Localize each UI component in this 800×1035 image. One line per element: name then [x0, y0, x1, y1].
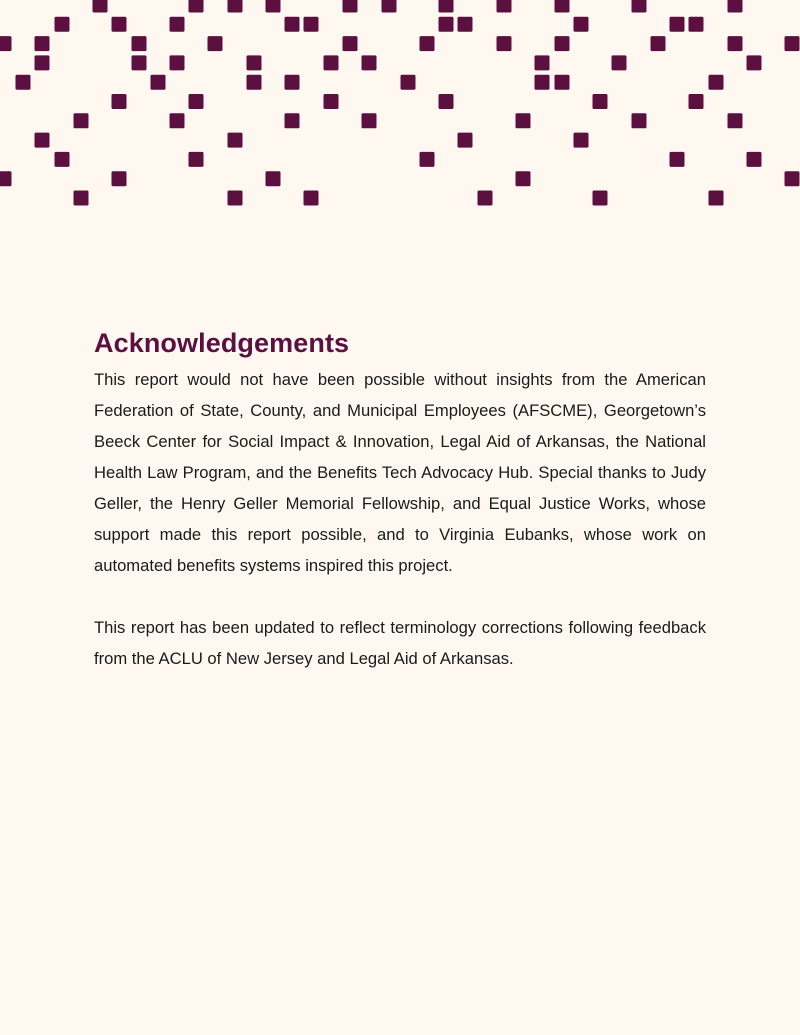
acknowledgements-section: [94, 326, 706, 674]
pattern-square: [458, 133, 473, 148]
page-title: Acknowledgements: [94, 328, 350, 358]
pattern-square: [632, 113, 647, 128]
pattern-square: [285, 17, 300, 32]
pattern-square: [189, 94, 204, 109]
pattern-square: [516, 113, 531, 128]
pattern-square: [362, 113, 377, 128]
pattern-square: [247, 55, 262, 70]
pattern-square: [170, 17, 185, 32]
pattern-square: [0, 36, 12, 51]
pattern-square: [574, 133, 589, 148]
pattern-square: [343, 36, 358, 51]
decorative-square-pattern: [0, 0, 800, 210]
pattern-square: [555, 36, 570, 51]
pattern-square: [228, 0, 243, 13]
pattern-square: [574, 17, 589, 32]
pattern-square: [208, 36, 223, 51]
pattern-square: [785, 36, 800, 51]
pattern-square: [497, 0, 512, 13]
pattern-square: [74, 113, 89, 128]
pattern-square: [112, 17, 127, 32]
pattern-square: [689, 94, 704, 109]
pattern-square: [35, 55, 50, 70]
pattern-square: [535, 75, 550, 90]
pattern-square: [651, 36, 666, 51]
pattern-square: [535, 55, 550, 70]
pattern-square: [112, 94, 127, 109]
pattern-square: [439, 0, 454, 13]
pattern-square: [478, 191, 493, 206]
pattern-square: [420, 152, 435, 167]
pattern-square: [228, 191, 243, 206]
pattern-square: [189, 152, 204, 167]
pattern-square: [439, 94, 454, 109]
pattern-square: [304, 17, 319, 32]
pattern-square: [362, 55, 377, 70]
acknowledgements-paragraph-2: This report has been updated to reflect terminology corrections following feedback from the ACLU of New Jersey and Legal Aid of Arkansas.: [94, 618, 706, 668]
pattern-square: [55, 152, 70, 167]
pattern-square: [74, 191, 89, 206]
pattern-square: [709, 191, 724, 206]
pattern-square: [689, 17, 704, 32]
pattern-square: [401, 75, 416, 90]
pattern-square: [497, 36, 512, 51]
pattern-square: [593, 191, 608, 206]
pattern-square: [170, 113, 185, 128]
pattern-square: [728, 113, 743, 128]
pattern-square: [324, 94, 339, 109]
pattern-square: [189, 0, 204, 13]
pattern-square: [266, 171, 281, 186]
pattern-square: [612, 55, 627, 70]
pattern-square: [785, 171, 800, 186]
pattern-square: [728, 0, 743, 13]
pattern-square: [35, 133, 50, 148]
pattern-square: [747, 152, 762, 167]
pattern-square: [728, 36, 743, 51]
pattern-square: [555, 0, 570, 13]
pattern-square: [382, 0, 397, 13]
pattern-square: [132, 55, 147, 70]
pattern-square: [285, 113, 300, 128]
pattern-square: [285, 75, 300, 90]
pattern-square: [709, 75, 724, 90]
pattern-square: [420, 36, 435, 51]
pattern-square: [593, 94, 608, 109]
pattern-square: [324, 55, 339, 70]
pattern-square: [516, 171, 531, 186]
acknowledgements-paragraph-1: This report would not have been possible without insights from the American Federation of State, County, and Municipal Employees (AFSCME), Georgetown’s Beeck Center for Social Impact & Innovation, Legal Aid of Arkansas, the National Health Law Program, and the Benefits Tech Advocacy Hub. Special thanks to Judy Geller, the Henry Geller Memorial Fellowship, and Equal Justice Works, whose support made this report possible, and to Virginia Eubanks, whose work on automated benefits systems inspired this project.: [94, 370, 706, 575]
pattern-square: [747, 55, 762, 70]
pattern-square: [93, 0, 108, 13]
pattern-square: [266, 0, 281, 13]
pattern-square: [304, 191, 319, 206]
pattern-square: [132, 36, 147, 51]
pattern-square: [670, 152, 685, 167]
pattern-square: [555, 75, 570, 90]
pattern-square: [343, 0, 358, 13]
pattern-square: [458, 17, 473, 32]
pattern-square: [632, 0, 647, 13]
pattern-square: [55, 17, 70, 32]
pattern-square: [247, 75, 262, 90]
pattern-square: [670, 17, 685, 32]
pattern-square: [228, 133, 243, 148]
pattern-square: [35, 36, 50, 51]
pattern-square: [0, 171, 12, 186]
pattern-square: [439, 17, 454, 32]
pattern-square: [170, 55, 185, 70]
pattern-square: [16, 75, 31, 90]
pattern-square: [112, 171, 127, 186]
pattern-square: [151, 75, 166, 90]
